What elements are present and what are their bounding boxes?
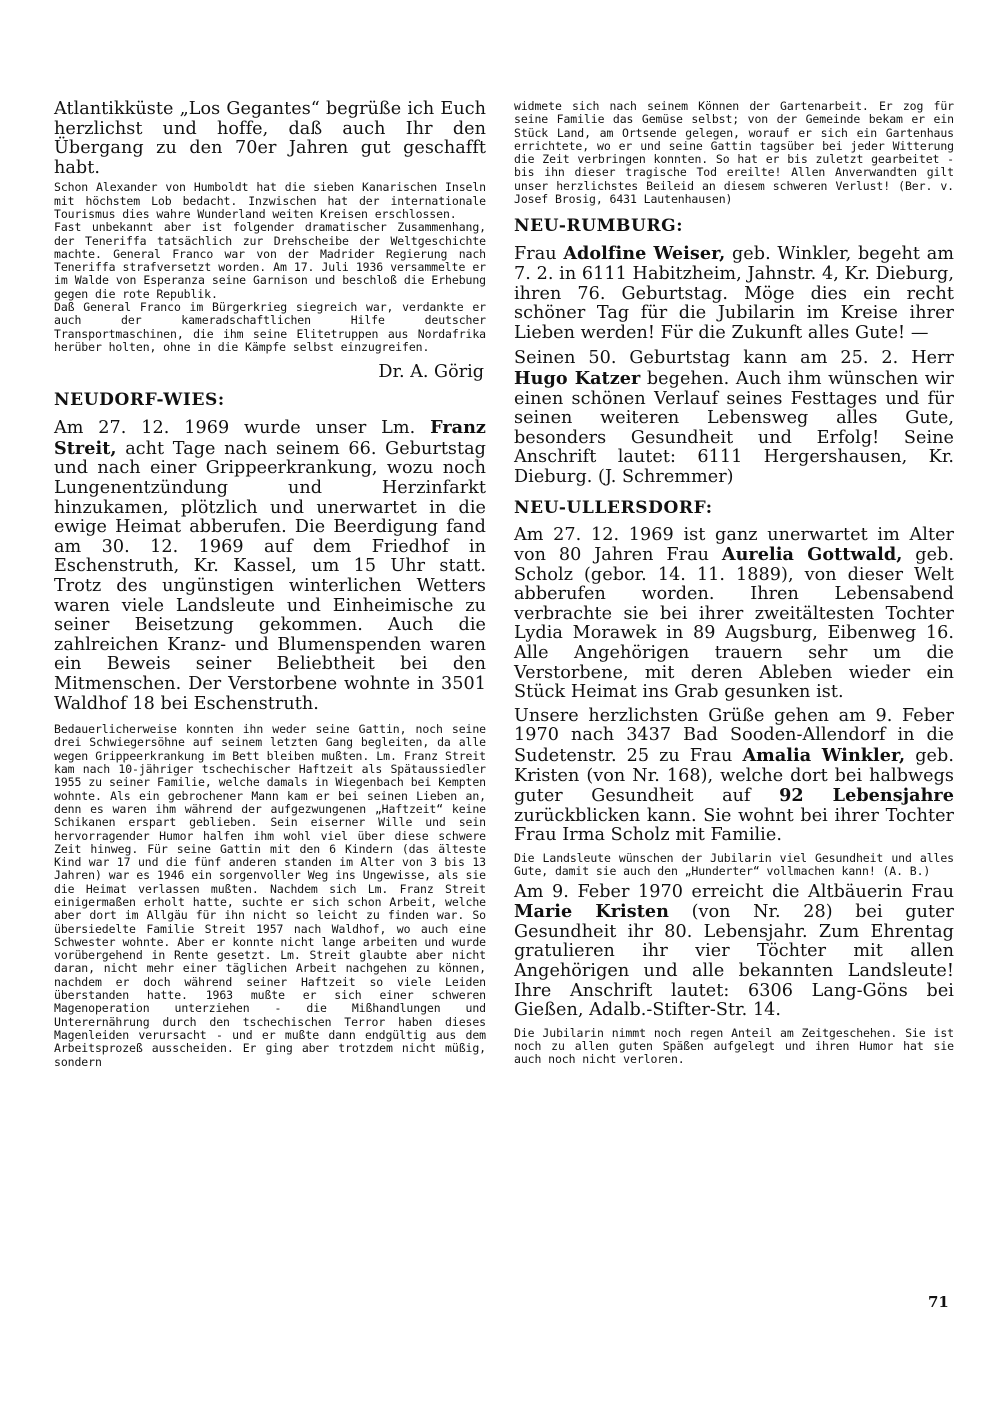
humboldt-paragraph: Schon Alexander von Humboldt hat die sieben Kanarischen Inseln mit höchstem Lob bedacht. Inzwischen hat der internationale Tourismus dies wahre Wunderland weiten Kreisen erschlossen. [54, 180, 486, 221]
birthday-paragraph-3 [514, 883, 954, 1021]
text: Seinen 50. Geburtstag kann am 25. 2. Herr [514, 348, 954, 369]
biography-paragraph: Bedauerlicherweise konnten ihn weder seine Gattin, noch seine drei Schwiegersöhne auf seinem letzten Gang begleiten, da alle wegen Grippeerkrankung im Bett bleiben mußten. Lm. Franz Streit kam nach 10-jähriger tschechischer Haftzeit als Spätaussiedler 1955 zu seiner Familie, welche damals in Wiegenbach bei Kempten wohnte. Als ein gebrochener Mann kam er bei seinen Lieben an, denn es waren ihm während der aufgezwungenen „Haftzeit“ keine Schikanen erspart geblieben. Sein eiserner Wille und sein hervorragender Humor halfen ihm wohl viel über diese schwere Zeit hinweg. Für seine Gattin mit den 6 Kindern (das älteste Kind war 17 und die fünf anderen standen im Alter von 3 bis 13 Jahren) war es 1946 ein sorgenvoller Weg ins Ungewisse, als sie die Heimat verlassen mußten. Nachdem sich Lm. Franz Streit einigermaßen erholt hatte, suchte er sich schon Arbeit, welche aber dort im Allgäu für ihn nicht so leicht zu finden war. So übersiedelte Familie Streit 1957 nach Waldhof, wo auch eine Schwester wohnte. Aber er konnte nicht lange arbeiten und wurde vorübergehend in Rente gesetzt. Lm. Streit glaubte aber nicht daran, nicht mehr einer täglichen Arbeit nachgehen zu können, nachdem er doch während seiner Haftzeit so viele Leiden überstanden hatte. 1963 mußte er sich einer schweren Magenoperation unterziehen - die Mißhandlungen und Unterernährung durch den tschechischen Terror haben dieses Magenleiden verursacht - und er mußte dann endgültig aus dem Arbeitsprozeß ausscheiden. Er ging aber trotzdem nicht müßig, sondern [54, 722, 486, 1069]
text: begehen. Auch ihm wünschen wir einen schönen Verlauf seines Festtages und für seinen weiteren Lebensweg alles Gute, besonders Gesundheit und Erfolg! Seine Anschrift lautet: 6111 Hergershausen, Kr. Dieburg. (J. Schremmer) [514, 368, 954, 487]
birthday-paragraph-2 [514, 349, 954, 487]
civil-war-paragraph: Daß General Franco im Bürgerkrieg siegreich war, verdankte er auch der kameradschaftlichen Hilfe deutscher Transportmaschinen, die ihm seine Elitetruppen aus Nordafrika herüber holten, ohne in die Kämpfe selbst einzugreifen. [54, 300, 486, 354]
section-heading-neu-ullersdorf: NEU-ULLERSDORF: [514, 497, 713, 518]
page-number: 71 [928, 1293, 949, 1311]
person-name: Marie Kristen [514, 901, 669, 923]
person-name: Franz Streit, [54, 417, 486, 459]
closing-paragraph: Die Jubilarin nimmt noch regen Anteil am Zeitgeschehen. Sie ist noch zu allen guten Späßen aufgelegt und ihren Humor hat sie auch noch nicht verloren. [514, 1025, 954, 1067]
text: geb. Kristen (von Nr. 168), welche dort bei halbwegs guter Gesundheit auf [514, 746, 954, 807]
person-name: Aurelia Gottwald, [721, 544, 903, 566]
text: geb. Scholz (gebor. 14. 11. 1889), von dieser Welt abberufen worden. Ihren Lebensabend verbrachte sie bei ihrer zweitältesten Tochter Lydia Morawek in 89 Augsburg, Eibenweg 16. Alle Angehörigen trauern sehr um die Verstorbene, mit deren Ableben wieder ein Stück Heimat ins Grab gesunken ist. [514, 545, 954, 703]
continuation-paragraph: widmete sich nach seinem Können der Gartenarbeit. Er zog für seine Familie das Gemüse selbst; von der Gemeinde bekam er ein Stück Land, am Ortsende gelegen, worauf er sich ein Gartenhaus errichtete, wo er und seine Gattin tagsüber bei jeder Witterung die Zeit verbringen konnten. So hat er bis zuletzt gearbeitet - bis ihn dieser tragische Tod ereilte! Allen Anverwandten gilt unser herzlichstes Beileid an diesem schweren Verlust! (Ber. v. Josef Brosig, 6431 Lautenhausen) [514, 99, 954, 207]
text: zurückblicken kann. Sie wohnt bei ihrer Tochter Frau Irma Scholz mit Familie. [514, 805, 954, 846]
text: (von Nr. 28) bei guter Gesundheit ihr 80. Lebensjahr. Zum Ehrentag gratulieren ihr vier Töchter mit allen Angehörigen und alle bekannten Landsleute! Ihre Anschrift lautet: 6306 Lang-Göns bei Gießen, Adalb.-Stifter-Str. 14. [514, 902, 954, 1021]
obituary-text-a: Am 27. 12. 1969 wurde unser Lm. [54, 418, 416, 439]
person-name: Adolfine Weiser, [563, 243, 726, 265]
text: Frau [514, 244, 557, 265]
obituary-paragraph-2 [514, 526, 954, 703]
intro-paragraph: Atlantikküste „Los Gegantes“ begrüße ich Euch herzlichst und hoffe, daß auch Ihr den Übergang zu den 70er Jahren gut geschafft habt. [54, 99, 486, 178]
text: Unsere herzlichsten Grüße gehen am 9. Feber 1970 nach 3437 Bad Sooden-Allendorf in die Sudetenstr. 25 zu Frau [514, 705, 954, 767]
text: Am 27. 12. 1969 ist ganz unerwartet im Alter von 80 Jahren Frau [514, 524, 954, 566]
greetings-paragraph [514, 707, 954, 846]
right-column [514, 100, 954, 1067]
text: Am 9. Feber 1970 erreicht die Altbäuerin Frau [514, 881, 954, 902]
author-signature: Dr. A. Görig [378, 362, 484, 383]
person-name: Amalia Winkler, [742, 745, 906, 767]
wishes-paragraph: Die Landsleute wünschen der Jubilarin viel Gesundheit und alles Gute, damit sie auch den „Hunderter“ vollmachen kann! (A. B.) [514, 851, 954, 879]
age-highlight: 92 Lebensjahre [779, 785, 954, 807]
obituary-text-b: acht Tage nach seinem 66. Geburtstag und nach einer Grippeerkrankung, wozu noch Lungenentzündung und Herzinfarkt hinzukamen, plötzlich und unerwartet in die ewige Heimat abberufen. Die Beerdigung fand am 30. 12. 1969 auf dem Friedhof in Eschenstruth, Kr. Kassel, um 15 Uhr statt. Trotz des ungünstigen winterlichen Wetters waren viele Landsleute und Einheimische zu seiner Beisetzung gekommen. Auch die zahlreichen Kranz- und Blumenspenden waren ein Beweis seiner Beliebtheit bei den Mitmenschen. Der Verstorbene wohnte in 3501 Waldhof 18 bei Eschenstruth. [54, 438, 486, 714]
obituary-paragraph [54, 418, 486, 714]
text: geb. Winkler, begeht am 7. 2. in 6111 Habitzheim, Jahnstr. 4, Kr. Dieburg, ihren 76. Geburtstag. Möge dies ein recht schöner Tag für die Jubilarin im Kreise ihrer Lieben werden! Für die Zukunft alles Gute! — [514, 244, 954, 343]
franco-paragraph: Fast unbekannt aber ist folgender dramatischer Zusammenhang, der Teneriffa tatsächlich zur Drehscheibe der Weltgeschichte machte. General Franco war von der Madrider Regierung nach Teneriffa strafversetzt worden. Am 17. Juli 1936 versammelte er im Walde von Esperanza seine Garnison und beschloß die Erhebung gegen die rote Republik. [54, 220, 486, 301]
section-heading-neu-rumburg: NEU-RUMBURG: [514, 216, 684, 237]
birthday-paragraph-1 [514, 244, 954, 343]
section-heading-neudorf-wies: NEUDORF-WIES: [54, 390, 225, 411]
left-column [54, 100, 486, 1069]
person-name: Hugo Katzer [514, 367, 641, 389]
